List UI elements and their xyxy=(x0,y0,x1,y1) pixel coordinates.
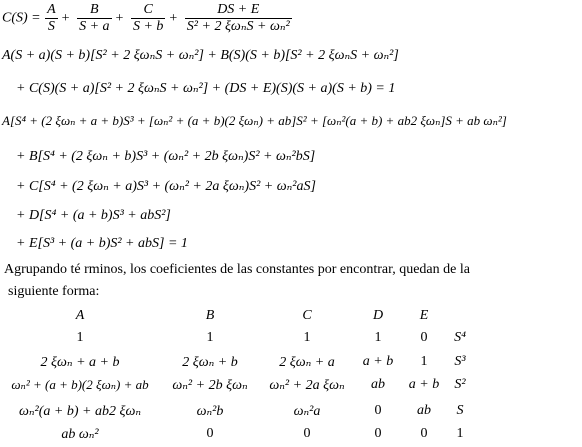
table-cell: ωₙ²a xyxy=(293,404,321,419)
expansion-line-2: + C(S)(S + a)[S² + 2 ξωₙS + ωₙ²] + (DS + E)(S)(S + a)(S + b) = 1 xyxy=(16,81,396,96)
fraction-b: $\frac{B}{S + a}$ xyxy=(79,2,110,34)
expansion-line-4: + B[S⁴ + (2 ξωₙ + b)S³ + (ωₙ² + 2b ξωₙ)S² + ωₙ²bS] xyxy=(16,149,316,164)
table-cell: 2 ξωₙ + a xyxy=(279,355,335,370)
expansion-line-5: + C[S⁴ + (2 ξωₙ + a)S³ + (ωₙ² + 2a ξωₙ)S² + ωₙ²aS] xyxy=(16,179,316,194)
table-cell: a + b xyxy=(362,354,394,369)
equation-lhs: C(S) = xyxy=(2,10,41,26)
table-cell: 1 xyxy=(206,330,214,345)
expansion-line-3: A[S⁴ + (2 ξωₙ + a + b)S³ + [ωₙ² + (a + b)(2 ξωₙ) + ab]S² + [ωₙ²(a + b) + ab2 ξωₙ]S + ab ωₙ²] xyxy=(2,113,507,128)
table-header: D xyxy=(372,308,384,323)
expansion-line-1: A(S + a)(S + b)[S² + 2 ξωₙS + ωₙ²] + B(S)(S + b)[S² + 2 ξωₙS + ωₙ²] xyxy=(2,48,399,63)
fraction-de: $\frac{DS + E}{\text{S² + 2 ξωₙS + ωₙ²}}$ xyxy=(186,2,290,34)
table-cell: a + b xyxy=(408,377,440,392)
table-header: E xyxy=(419,308,429,323)
table-cell: 0 xyxy=(206,426,214,441)
table-cell: 0 xyxy=(420,330,428,345)
table-cell: ωₙ² + 2b ξωₙ xyxy=(172,378,248,393)
table-cell: ab ωₙ² xyxy=(61,427,99,442)
table-cell: 0 xyxy=(420,426,428,441)
table-cell: ωₙ² + (a + b)(2 ξωₙ) + ab xyxy=(11,377,149,392)
fraction-c: $\frac{C}{S + b}$ xyxy=(132,2,164,34)
table-power: S⁴ xyxy=(454,330,466,345)
table-header: A xyxy=(75,308,85,323)
table-power: S xyxy=(456,403,464,418)
table-header: B xyxy=(205,308,215,323)
partial-fraction-equation: C(S) = $\frac{A}{S}$ + $\frac{B}{S + a}$ + $\frac{C}{S + b}$ + $\frac{DS + E}{\text{S² + 2 ξωₙS + ωₙ²}}$ xyxy=(2,2,290,34)
table-cell: 1 xyxy=(76,330,84,345)
table-cell: 1 xyxy=(374,330,382,345)
table-power: S² xyxy=(454,377,466,392)
expansion-line-6: + D[S⁴ + (a + b)S³ + abS²] xyxy=(16,208,171,223)
table-cell: 0 xyxy=(374,426,382,441)
table-cell: 0 xyxy=(374,403,382,418)
table-cell: 1 xyxy=(303,330,311,345)
table-cell: 2 ξωₙ + b xyxy=(182,355,238,370)
table-cell: ωₙ² + 2a ξωₙ xyxy=(269,378,345,393)
table-power: 1 xyxy=(456,426,464,441)
table-cell: ab xyxy=(417,403,431,418)
table-cell: 1 xyxy=(420,354,428,369)
table-header: C xyxy=(302,308,312,323)
table-cell: 2 ξωₙ + a + b xyxy=(40,355,120,370)
table-cell: ωₙ²(a + b) + ab2 ξωₙ xyxy=(18,404,142,419)
table-cell: 0 xyxy=(303,426,311,441)
table-power: S³ xyxy=(454,354,466,369)
fraction-a: $\frac{A}{S}$ xyxy=(47,2,56,34)
explanation-text-2: siguiente forma: xyxy=(8,284,100,299)
table-cell: ab xyxy=(371,377,385,392)
explanation-text-1: Agrupando té rminos, los coeficientes de las constantes por encontrar, quedan de la xyxy=(4,262,470,277)
expansion-line-7: + E[S³ + (a + b)S² + abS] = 1 xyxy=(16,236,188,251)
table-cell: ωₙ²b xyxy=(196,404,224,419)
